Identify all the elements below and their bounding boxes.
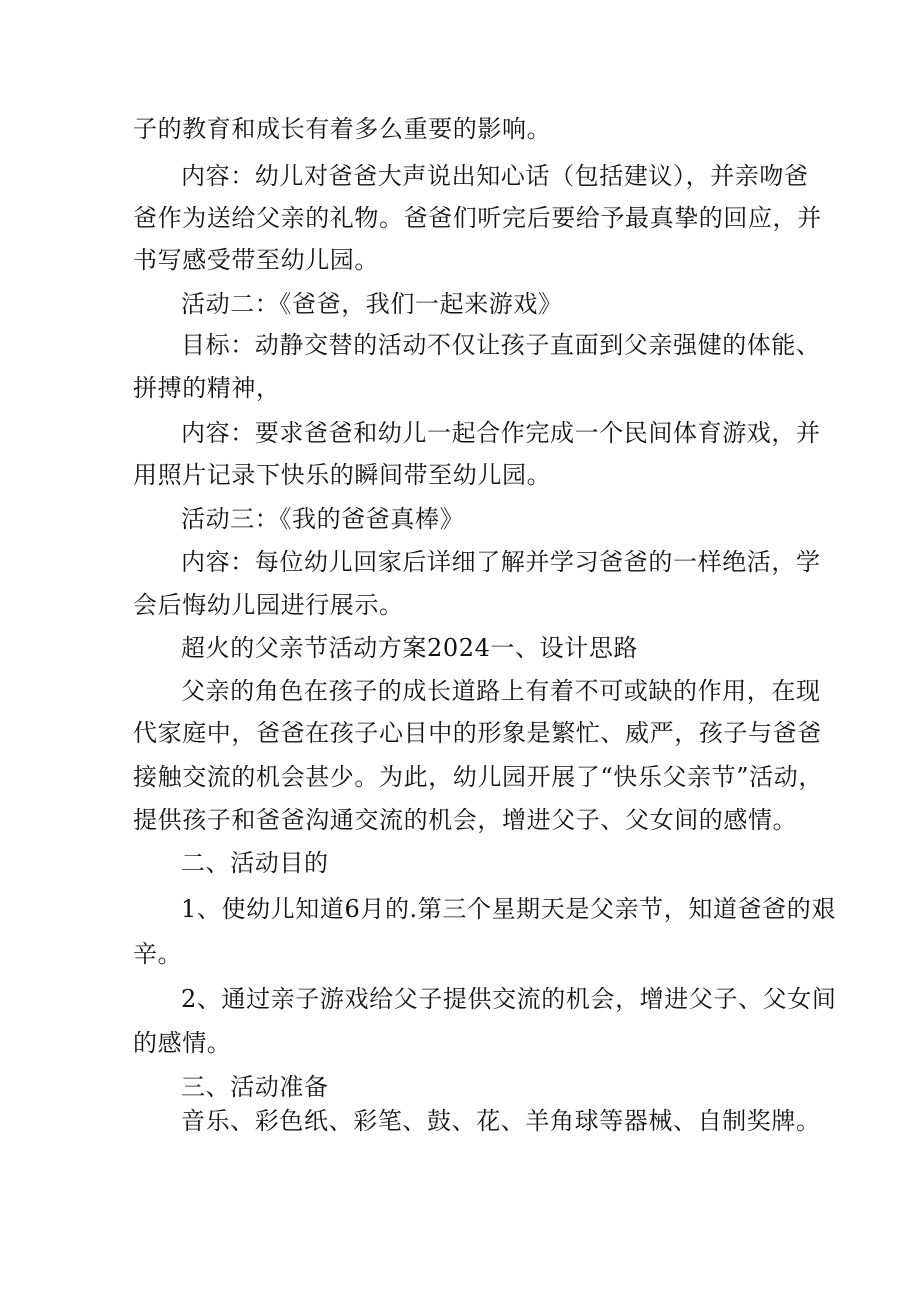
text-line-14: 父亲的角色在孩子的成长道路上有着不可或缺的作用，在现 (181, 677, 821, 705)
text-line-6: 目标：动静交替的活动不仅让孩子直面到父亲强健的体能、 (181, 331, 821, 359)
text-line-22: 的感情。 (133, 1029, 232, 1057)
text-line-21: 2、通过亲子游戏给父子提供交流的机会，增进父子、父女间 (181, 985, 837, 1013)
text-line-15: 代家庭中，爸爸在孩子心目中的形象是繁忙、威严，孩子与爸爸 (133, 719, 822, 747)
text-line-8: 内容：要求爸爸和幼儿一起合作完成一个民间体育游戏，并 (181, 419, 821, 447)
text-line-24: 音乐、彩色纸、彩笔、鼓、花、羊角球等器械、自制奖牌。 (181, 1107, 821, 1135)
text-line-10: 活动三：《我的爸爸真棒》 (181, 505, 465, 533)
text-line-2: 内容：幼儿对爸爸大声说出知心话（包括建议），并亲吻爸 (181, 162, 809, 190)
text-line-11: 内容：每位幼儿回家后详细了解并学习爸爸的一样绝活，学 (181, 548, 821, 576)
text-line-7: 拼搏的精神， (133, 374, 281, 402)
text-line-13: 超火的父亲节活动方案2024一、设计思路 (181, 634, 639, 662)
text-line-3: 爸作为送给父亲的礼物。爸爸们听完后要给予最真挚的回应，并 (133, 204, 822, 232)
text-line-9: 用照片记录下快乐的瞬间带至幼儿园。 (133, 461, 552, 489)
text-line-16: 接触交流的机会甚少。为此，幼儿园开展了“快乐父亲节”活动， (133, 763, 823, 791)
text-line-4: 书写感受带至幼儿园。 (133, 246, 379, 274)
text-line-23: 三、活动准备 (181, 1073, 329, 1101)
text-line-19: 1、使幼儿知道6月的.第三个星期天是父亲节，知道爸爸的艰 (181, 895, 836, 923)
text-line-12: 会后悔幼儿园进行展示。 (133, 591, 404, 619)
text-line-18: 二、活动目的 (181, 849, 329, 877)
text-line-1: 子的教育和成长有着多么重要的影响。 (133, 115, 552, 143)
text-line-20: 辛。 (133, 940, 183, 968)
text-line-17: 提供孩子和爸爸沟通交流的机会，增进父子、父女间的感情。 (133, 806, 798, 834)
text-line-5: 活动二：《爸爸，我们一起来游戏》 (181, 290, 563, 318)
